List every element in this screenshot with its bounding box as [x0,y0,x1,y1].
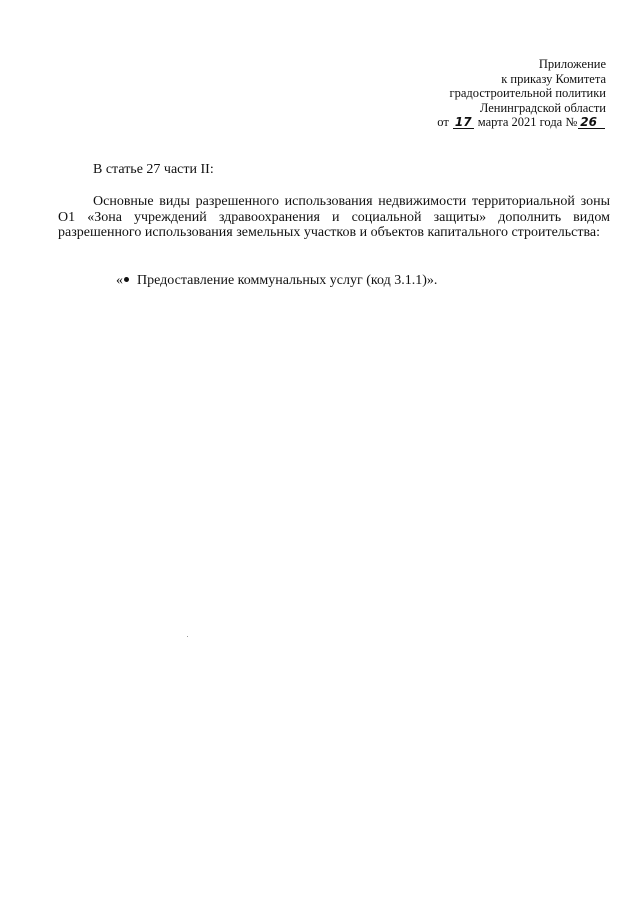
appendix-header [437,57,606,130]
intro-line: В статье 27 части II: [93,162,214,177]
header-line-date [437,115,606,130]
handwritten-order-number: 26 [578,116,605,129]
date-prefix: от [437,115,449,130]
bullet-text: Предоставление коммунальных услуг (код 3.1.1)». [137,273,438,288]
bullet-open-quote: « [116,273,123,288]
date-middle: марта 2021 года № [477,115,578,130]
scan-speck [187,636,188,637]
bullet-dot-icon [124,277,129,282]
header-line-order: к приказу Комитета [501,71,606,86]
header-line-region: Ленинградской области [479,100,606,115]
header-line-committee: градостроительной политики [449,86,606,101]
bullet-item [116,272,437,289]
header-line-appendix: Приложение [538,57,606,71]
main-paragraph: Основные виды разрешенного использования недвижимости территориальной зоны О1 «Зона учреждений здравоохранения и социальной защиты» дополнить видом разрешенного использования земельных участков и объектов капитального строительства: [58,194,610,241]
handwritten-day: 17 [454,115,472,130]
